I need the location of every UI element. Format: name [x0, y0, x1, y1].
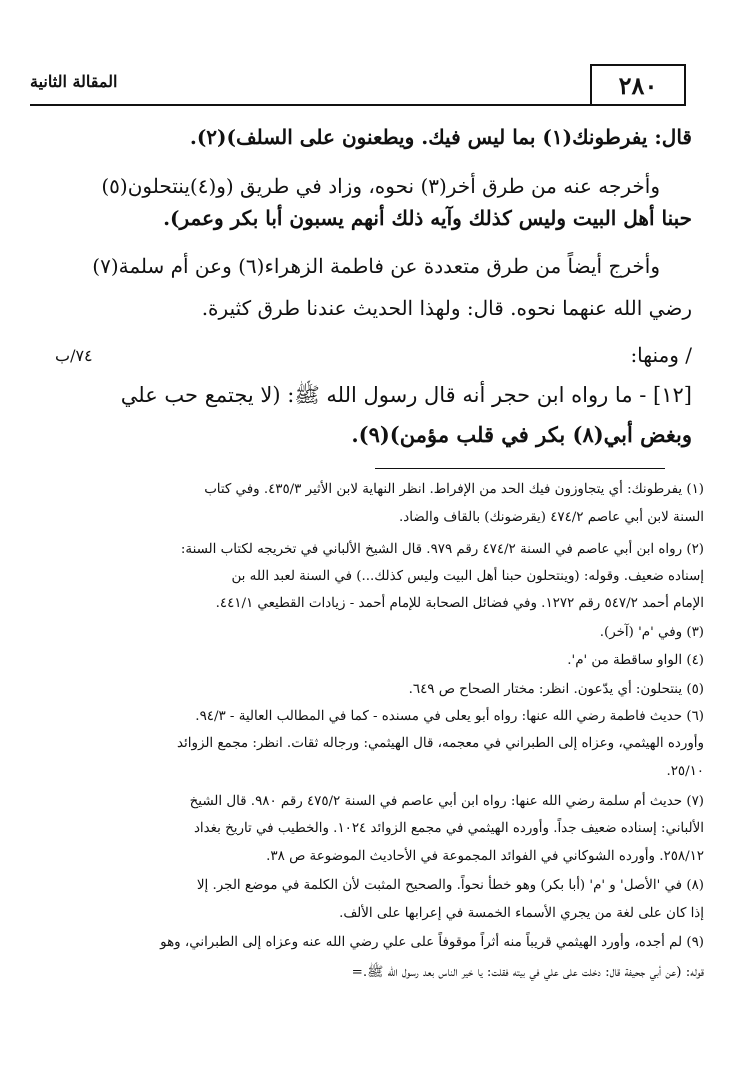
page-header [30, 64, 710, 108]
footnote-line: إذا كان على لغة من يجري الأسماء الخمسة في إعرابها على الألف. [339, 906, 704, 921]
footnote-line: (٣) وفي 'م' (آخر). [599, 625, 704, 640]
footnote-line: (٤) الواو ساقطة من 'م'. [567, 653, 704, 668]
body-line-4: وأخرج أيضاً من طرق متعددة عن فاطمة الزهراء(٦) وعن أم سلمة(٧) [92, 254, 660, 278]
body-line-5: رضي الله عنهما نحوه. قال: ولهذا الحديث عندنا طرق كثيرة. [201, 296, 692, 320]
footnote-line: (١) يفرطونك: أي يتجاوزون فيك الحد من الإفراط. انظر النهاية لابن الأثير ٤٣٥/٣. وفي كتاب [204, 482, 704, 497]
body-line-1: قال: يفرطونك(١) بما ليس فيك. ويطعنون على السلف)(٢). [189, 125, 692, 149]
footnote-line: (٢) رواه ابن أبي عاصم في السنة ٤٧٤/٢ رقم ٩٧٩. قال الشيخ الألباني في تخريجه لكتاب السنة: [180, 542, 704, 557]
footnote-line: الألباني: إسناده ضعيف جداً. وأورده الهيثمي في مجمع الزوائد ١٠٢٤. والخطيب في تاريخ بغداد [193, 821, 704, 836]
footnote-line: ٢٥/١٠. [666, 764, 704, 779]
body-line-6: / ومنها: [630, 343, 692, 367]
footnote-line: (٧) حديث أم سلمة رضي الله عنها: رواه ابن أبي عاصم في السنة ٤٧٥/٢ رقم ٩٨٠. قال الشيخ [189, 794, 704, 809]
footnote-line: (٦) حديث فاطمة رضي الله عنها: رواه أبو يعلى في مسنده - كما في المطالب العالية - ٩٤/٣. [195, 709, 704, 724]
footnote-line: إسناده ضعيف. وقوله: (وينتحلون حبنا أهل البيت وليس كذلك...) في السنة لعبد الله بن [231, 569, 704, 584]
footnote-line: قوله: (عن أبي جحيفة قال: دخلت على علي في بيته فقلت: يا خير الناس بعد رسول الله ﷺ.= [351, 965, 704, 980]
body-line-3: حبنا أهل البيت وليس كذلك وآيه ذلك أنهم يسبون أبا بكر وعمر). [163, 206, 692, 230]
hadith-line-1: [١٢] - ما رواه ابن حجر أنه قال رسول الله ﷺ: (لا يجتمع حب علي [120, 383, 692, 407]
footnote-line: (٥) ينتحلون: أي يدّعون. انظر: مختار الصحاح ص ٦٤٩. [408, 682, 704, 697]
footnote-line: السنة لابن أبي عاصم ٤٧٤/٢ (يقرضونك) بالقاف والضاد. [398, 510, 704, 525]
footnote-line: وأورده الهيثمي، وعزاه إلى الطبراني في معجمه، قال الهيثمي: ورجاله ثقات. انظر: مجمع الزوائد [177, 736, 704, 751]
footnote-line: الإمام أحمد ٥٤٧/٢ رقم ١٢٧٢. وفي فضائل الصحابة للإمام أحمد - زيادات القطيعي ٤٤١/١. [215, 596, 704, 611]
header-rule [30, 104, 630, 106]
hadith-line-2: وبغض أبي(٨) بكر في قلب مؤمن)(٩). [351, 422, 692, 447]
footnote-line: ٢٥٨/١٢. وأورده الشوكاني في الفوائد المجموعة في الأحاديث الموضوعة ص ٣٨. [266, 849, 704, 864]
manuscript-folio-note: ٧٤/ب [55, 346, 93, 365]
running-title: المقالة الثانية [30, 72, 118, 91]
footnote-line: (٨) في 'الأصل' و 'م' (أبا بكر) وهو خطأ نحواً. والصحيح المثبت لأن الكلمة في موضع الجر. إلا [196, 878, 704, 893]
footnote-separator [375, 468, 665, 469]
body-line-2: وأخرجه عنه من طرق أخر(٣) نحوه، وزاد في طريق (و(٤)ينتحلون(٥) [101, 174, 660, 198]
page-number: ٢٨٠ [590, 64, 686, 106]
footnote-line: (٩) لم أجده، وأورد الهيثمي قريباً منه أثراً موقوفاً على علي رضي الله عنه وعزاه إلى الطبراني، وهو [160, 935, 704, 950]
